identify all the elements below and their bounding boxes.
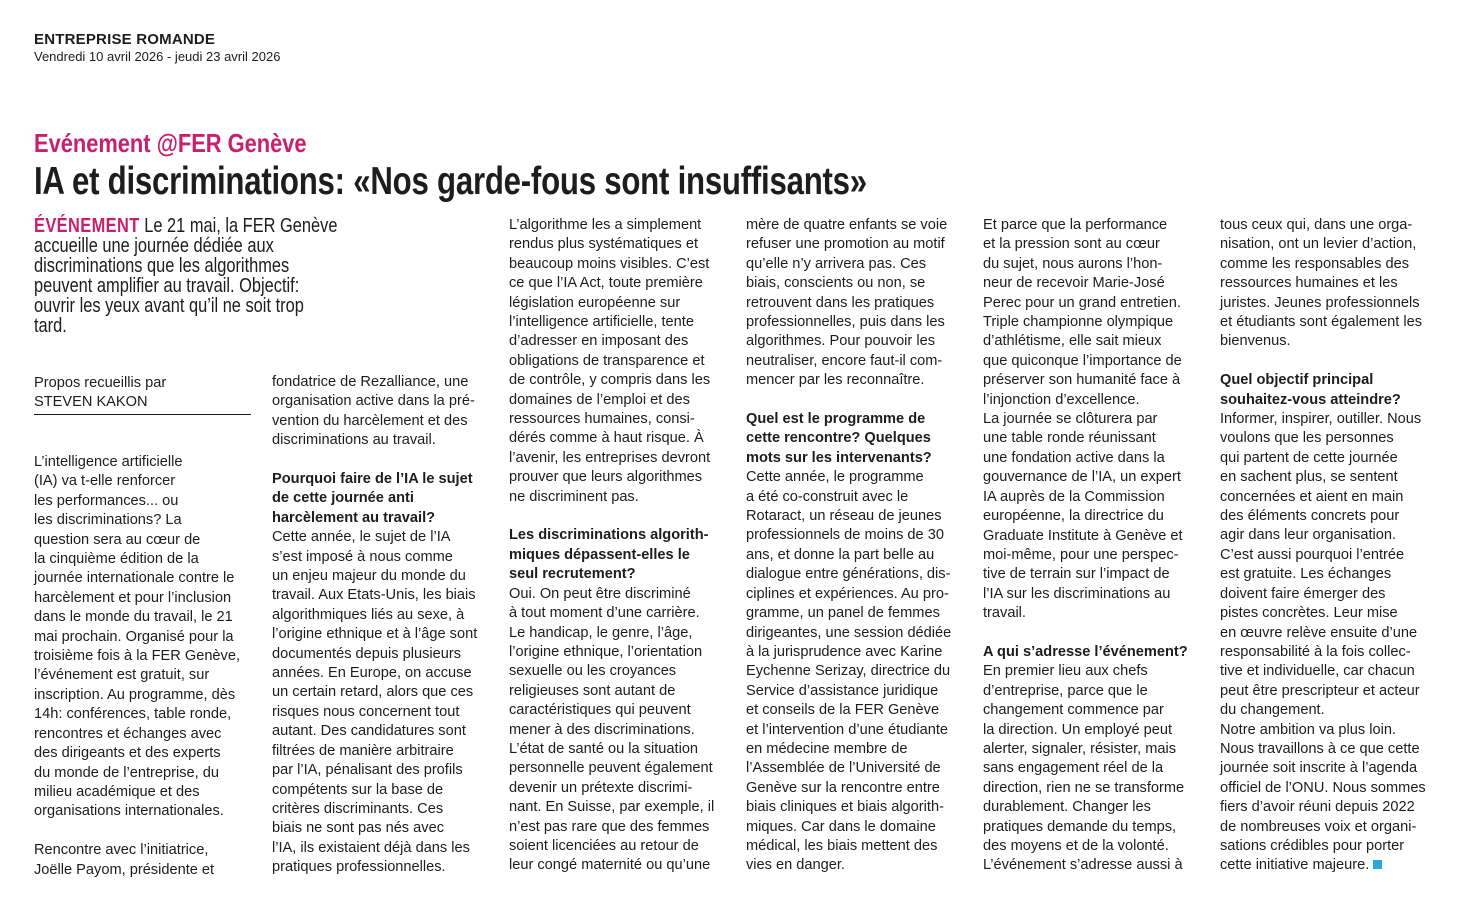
body-text-line: 14h: conférences, table ronde, xyxy=(34,706,232,723)
body-text-line: journée internationale contre le xyxy=(34,570,235,587)
body-text-line: ans, et donne la part belle au xyxy=(746,546,935,563)
body-text-line: IA auprès de la Commission xyxy=(983,488,1165,505)
body-text-line: années. En Europe, on accuse xyxy=(272,665,472,682)
body-text-line: du sujet, nous aurons l’hon- xyxy=(983,255,1163,272)
body-text-line: algorithmes. Pour pouvoir les xyxy=(746,333,935,350)
lead-line: ouvrir les yeux avant qu’il ne soit trop xyxy=(34,294,304,317)
interview-question-line: A qui s’adresse l’événement? xyxy=(983,643,1188,660)
body-text-line: l’événement est gratuit, sur xyxy=(34,667,210,684)
body-text-line: neutraliser, encore faut-il com- xyxy=(746,352,943,369)
body-text-line: tous ceux qui, dans une orga- xyxy=(1220,217,1413,233)
body-text-line: L’intelligence artificielle xyxy=(34,454,183,470)
lead-line: accueille une journée dédiée aux xyxy=(34,234,274,257)
body-text-line: troisième fois à la FER Genève, xyxy=(34,648,241,665)
body-text-line: algorithmiques liés au sexe, à xyxy=(272,606,465,623)
body-text-line: C’est aussi pourquoi l’entrée xyxy=(1220,546,1405,563)
body-text-line: moi-même, pour une perspec- xyxy=(983,546,1179,563)
body-text-line: vention du harcèlement et des xyxy=(272,412,468,429)
body-text-line: une fondation active dans la xyxy=(983,449,1165,466)
body-text-line: l’IA sur les discriminations au xyxy=(983,585,1171,602)
body-text-line: d’adresser en imposant des xyxy=(509,333,689,350)
body-text-line: agir dans leur organisation. xyxy=(1220,527,1397,544)
body-text-line: changement commence par xyxy=(983,702,1164,719)
lead-label: ÉVÉNEMENT xyxy=(34,214,140,237)
body-text-line: responsabilité à la fois collec- xyxy=(1220,643,1411,660)
body-text-line: comme les responsables des xyxy=(1220,255,1409,272)
body-text-line: cette initiative majeure. xyxy=(1220,856,1445,875)
body-text-line: prouver que leurs algorithmes xyxy=(509,469,703,486)
body-text-line: pratiques professionnelles. xyxy=(272,859,446,876)
body-text-line: religieuses sont autant de xyxy=(509,682,676,699)
body-text-line: inscription. Au programme, dès xyxy=(34,686,236,703)
body-text-line: des moyens et de la volonté. xyxy=(983,837,1169,854)
body-text-line: professionnels de moins de 30 xyxy=(746,527,944,544)
body-text-line: un enjeu majeur du monde du xyxy=(272,568,466,585)
body-text-line: domaines de l’emploi et des xyxy=(509,391,690,408)
body-text-line: critères discriminants. Ces xyxy=(272,800,444,817)
body-text-line: tive et individuelle, car chacun xyxy=(1220,663,1415,680)
article-column-2 xyxy=(272,373,497,878)
publication-name: ENTREPRISE ROMANDE xyxy=(34,31,216,48)
body-text-line: dialogue entre générations, dis- xyxy=(746,566,951,583)
body-text-line: travail. Aux Etats-Unis, les biais xyxy=(272,587,476,604)
body-text-line: biais, conscients ou non, se xyxy=(746,275,926,292)
body-text-line: Le handicap, le genre, l’âge, xyxy=(509,624,693,641)
body-text-line: ciplines et expériences. Au pro- xyxy=(746,585,949,602)
body-text-line: et l’intervention d’une étudiante xyxy=(746,721,949,738)
body-text-line: n’est pas rare que des femmes xyxy=(509,818,710,835)
body-text-line: L’état de santé ou la situation xyxy=(509,740,699,757)
byline-author: STEVEN KAKON xyxy=(34,394,148,410)
body-text-line: et conseils de la FER Genève xyxy=(746,702,940,719)
body-text-line: dans le monde du travail, le 21 xyxy=(34,609,233,626)
body-text-line: L’algorithme les a simplement xyxy=(509,217,702,233)
body-text-line: doivent faire émerger des xyxy=(1220,585,1386,602)
body-text-line: Rotaract, un réseau de jeunes xyxy=(746,508,942,525)
body-text-line: à tout moment d’une carrière. xyxy=(509,605,700,622)
interview-question-line: harcèlement au travail? xyxy=(272,509,436,526)
body-text-line: Oui. On peut être discriminé xyxy=(509,585,691,602)
body-text-line: harcèlement et pour l’inclusion xyxy=(34,589,232,606)
body-text-line: filtrées de manière arbitraire xyxy=(272,742,454,759)
body-text-line: Perec pour un grand entretien. xyxy=(983,294,1181,311)
body-text-line: (IA) va t-elle renforcer xyxy=(34,473,176,490)
body-text-line: mener à des discriminations. xyxy=(509,721,695,738)
article-column-6 xyxy=(1220,216,1445,876)
interview-question-line: souhaitez-vous atteindre? xyxy=(1220,391,1401,408)
body-text-line: fondatrice de Rezalliance, une xyxy=(272,374,469,390)
body-text-line: nisation, ont un levier d’action, xyxy=(1220,236,1417,253)
body-text-line: compétents sur la base de xyxy=(272,781,444,798)
body-text-line: juristes. Jeunes professionnels xyxy=(1220,294,1420,311)
body-text-line: est gratuite. Les échanges xyxy=(1220,566,1392,583)
body-text-line: l’injonction d’excellence. xyxy=(983,391,1140,408)
body-text-line: Notre ambition va plus loin. xyxy=(1220,721,1397,738)
body-text-line: En premier lieu aux chefs xyxy=(983,663,1148,680)
body-text-line: soient licenciées au retour de xyxy=(509,837,699,854)
body-text-line: Et parce que la performance xyxy=(983,217,1168,233)
body-text-line: mencer par les reconnaître. xyxy=(746,372,925,389)
body-text-line: devenir un prétexte discrimi- xyxy=(509,779,693,796)
body-text-line: pistes concrètes. Leur mise xyxy=(1220,605,1398,622)
body-text-line: l’Assemblée de l’Université de xyxy=(746,760,941,777)
body-text-line: la cinquième édition de la xyxy=(34,551,199,568)
article-end-mark-icon xyxy=(1373,860,1382,869)
body-text-line: d’athlétisme, elle sait mieux xyxy=(983,333,1162,350)
body-text-line: les performances... ou xyxy=(34,492,179,509)
body-text-line: officiel de l’ONU. Nous sommes xyxy=(1220,779,1426,796)
body-text-line: qu’elle n’y arrivera pas. Ces xyxy=(746,255,927,272)
body-text-line: l’intelligence artificielle, tente xyxy=(509,314,694,331)
body-text-line: discriminations au travail. xyxy=(272,432,436,449)
body-text-line: Triple championne olympique xyxy=(983,314,1174,331)
body-text-line: en œuvre relève ensuite d’une xyxy=(1220,624,1418,641)
body-text-line: de contrôle, y compris dans les xyxy=(509,372,711,389)
body-text-line: les discriminations? La xyxy=(34,512,182,529)
interview-question-line: Pourquoi faire de l’IA le sujet xyxy=(272,471,473,488)
body-text-line: Service d’assistance juridique xyxy=(746,682,939,699)
body-text-line: beaucoup moins visibles. C’est xyxy=(509,255,710,272)
body-text-line: Nous travaillons à ce que cette xyxy=(1220,740,1420,757)
body-text-line: gramme, un panel de femmes xyxy=(746,605,940,622)
body-text-line: personnelle peuvent également xyxy=(509,760,713,777)
body-text-line: que quiconque l’importance de xyxy=(983,352,1182,369)
body-text-line: et la pression sont au cœur xyxy=(983,236,1160,253)
interview-question-line: Quel objectif principal xyxy=(1220,372,1374,389)
body-text-line: des dirigeants et des experts xyxy=(34,745,221,762)
body-text-line: journée soit inscrite à l’agenda xyxy=(1220,760,1418,777)
body-text-line: législation européenne sur xyxy=(509,294,681,311)
lead-line: Le 21 mai, la FER Genève xyxy=(139,214,338,237)
body-text-line: la direction. Un employé peut xyxy=(983,721,1173,738)
body-text-line: voulons que les personnes xyxy=(1220,430,1394,447)
paragraph-gap xyxy=(1220,352,1445,371)
body-text-line: européenne, la directrice du xyxy=(983,508,1164,525)
body-text-line: autant. Des candidatures sont xyxy=(272,723,466,740)
body-text-line: mère de quatre enfants se voie xyxy=(746,217,948,233)
body-text-line: du monde de l’entreprise, du xyxy=(34,764,219,781)
body-text-line: gouvernance de l’IA, un expert xyxy=(983,469,1181,486)
body-text-line: sans engagement réel de la xyxy=(983,760,1164,777)
body-text-line: médical, les biais mettent des xyxy=(746,837,938,854)
paragraph-gap xyxy=(746,391,971,410)
body-text-line: La journée se clôturera par xyxy=(983,411,1158,428)
interview-question-line: cette rencontre? Quelques xyxy=(746,430,931,447)
body-text-line: refuser une promotion au motif xyxy=(746,236,945,253)
body-text-line: organisation active dans la pré- xyxy=(272,393,475,410)
body-text-line: dérés comme à haut risque. À xyxy=(509,430,704,447)
body-text-line: miques. Car dans le domaine xyxy=(746,818,936,835)
body-text-line: d’entreprise, parce que le xyxy=(983,682,1148,699)
lead-line: peuvent amplifier au travail. Objectif: xyxy=(34,274,300,297)
body-text-line: et étudiants sont également les xyxy=(1220,314,1423,331)
body-text-line: a été co-construit avec le xyxy=(746,488,909,505)
body-text-line: sations crédibles pour porter xyxy=(1220,837,1405,854)
interview-question-line: seul recrutement? xyxy=(509,566,636,583)
body-text-line: caractéristiques qui peuvent xyxy=(509,702,691,719)
body-text-line: organisations internationales. xyxy=(34,803,224,820)
body-text-line: risques nous concernent tout xyxy=(272,703,460,720)
body-text-line: ressources humaines, consi- xyxy=(509,411,695,428)
body-text-line: documentés depuis plusieurs xyxy=(272,645,462,662)
body-text-line: des éléments concrets pour xyxy=(1220,508,1400,525)
body-text-line: neur de recevoir Marie-José xyxy=(983,275,1165,292)
publication-dates: Vendredi 10 avril 2026 - jeudi 23 avril 2026 xyxy=(34,49,281,64)
body-text-line: leur congé maternité ou qu’une xyxy=(509,857,711,874)
article-lead xyxy=(34,216,370,336)
body-text-line: Cette année, le programme xyxy=(746,469,924,486)
byline-divider xyxy=(34,414,251,415)
body-text-line: préserver son humanité face à xyxy=(983,372,1181,389)
body-text-line: biais cliniques et biais algorith- xyxy=(746,799,944,816)
body-text-line: alerter, signaler, résister, mais xyxy=(983,740,1177,757)
body-text-line: peut être prescripteur et acteur xyxy=(1220,682,1420,699)
body-text-line: Joëlle Payom, présidente et xyxy=(34,861,215,878)
body-text-line: nant. En Suisse, par exemple, il xyxy=(509,799,715,816)
body-text-line: direction, rien ne se transforme xyxy=(983,779,1185,796)
body-text-line: ce que l’IA Act, toute première xyxy=(509,275,703,292)
article-column-5 xyxy=(983,216,1208,876)
body-text-line: s’est imposé à nous comme xyxy=(272,548,453,565)
body-text-line: mai prochain. Organisé pour la xyxy=(34,628,234,645)
lead-line: tard. xyxy=(34,314,67,337)
body-text-line: ne discriminent pas. xyxy=(509,488,639,505)
body-text-line: de nombreuses voix et organi- xyxy=(1220,818,1417,835)
interview-question-line: miques dépassent-elles le xyxy=(509,546,690,563)
body-text-line: rendus plus systématiques et xyxy=(509,236,699,253)
article-column-4 xyxy=(746,216,971,876)
body-text-line: vies en danger. xyxy=(746,857,845,874)
paragraph-gap xyxy=(34,822,259,841)
byline-label: Propos recueillis par xyxy=(34,375,167,391)
article-kicker: Evénement @FER Genève xyxy=(34,128,307,158)
interview-question-line: Quel est le programme de xyxy=(746,411,926,428)
body-text-line: pratiques demande du temps, xyxy=(983,818,1177,835)
body-text-line: rencontres et échanges avec xyxy=(34,725,222,742)
body-text-line: travail. xyxy=(983,605,1026,622)
body-text-line: sexuelle ou les croyances xyxy=(509,663,677,680)
paragraph-gap xyxy=(272,451,497,470)
article-column-1 xyxy=(34,453,259,880)
body-text-line: l’origine ethnique, l’orientation xyxy=(509,643,703,660)
article-column-3 xyxy=(509,216,734,876)
body-text-line: obligations de transparence et xyxy=(509,352,705,369)
body-text-line: Cette année, le sujet de l’IA xyxy=(272,529,451,546)
body-text-line: L’événement s’adresse aussi à xyxy=(983,857,1183,874)
interview-question-line: de cette journée anti xyxy=(272,490,414,507)
body-text-line: Graduate Institute à Genève et xyxy=(983,527,1183,544)
body-text-line: question sera au cœur de xyxy=(34,531,201,548)
paragraph-gap xyxy=(509,507,734,526)
body-text-line: en médecine membre de xyxy=(746,740,908,757)
body-text-line: à la jurisprudence avec Karine xyxy=(746,643,943,660)
body-text-line: ressources humaines et les xyxy=(1220,275,1398,292)
body-text-line: Informer, inspirer, outiller. Nous xyxy=(1220,411,1422,428)
body-text-line: une table ronde réunissant xyxy=(983,430,1156,447)
paragraph-gap xyxy=(983,624,1208,643)
body-text-line: bienvenus. xyxy=(1220,333,1291,350)
body-text-line: Genève sur la rencontre entre xyxy=(746,779,940,796)
body-text-line: durablement. Changer les xyxy=(983,799,1151,816)
article-title: IA et discriminations: «Nos garde-fous sont insuffisants» xyxy=(34,160,867,203)
body-text-line: l’origine ethnique et à l’âge sont xyxy=(272,626,478,643)
body-text-line: retrouvent dans les pratiques xyxy=(746,294,935,311)
body-text-line: qui partent de cette journée xyxy=(1220,449,1398,466)
interview-question-line: Les discriminations algorith- xyxy=(509,527,709,544)
body-text-line: milieu académique et des xyxy=(34,783,200,800)
body-text-line: du changement. xyxy=(1220,702,1325,719)
body-text-line: en sachent plus, se sentent xyxy=(1220,469,1398,486)
body-text-line: dirigeantes, une session dédiée xyxy=(746,624,952,641)
body-text-line: un certain retard, alors que ces xyxy=(272,684,474,701)
body-text-line: concernées et aient en main xyxy=(1220,488,1404,505)
body-text-line: l’IA, ils existaient déjà dans les xyxy=(272,839,470,856)
body-text-line: l’avenir, les entreprises devront xyxy=(509,449,711,466)
body-text-line: fiers d’avoir réuni depuis 2022 xyxy=(1220,799,1415,816)
body-text-line: biais ne sont pas nés avec xyxy=(272,820,444,837)
body-text-line: tive de terrain sur l’impact de xyxy=(983,566,1170,583)
body-text-line: Rencontre avec l’initiatrice, xyxy=(34,842,209,859)
body-text-line: par l’IA, pénalisant des profils xyxy=(272,762,463,779)
interview-question-line: mots sur les intervenants? xyxy=(746,449,932,466)
body-text-line: professionnelles, puis dans les xyxy=(746,314,945,331)
body-text-line: Eychenne Serizay, directrice du xyxy=(746,663,951,680)
lead-line: discriminations que les algorithmes xyxy=(34,254,290,277)
